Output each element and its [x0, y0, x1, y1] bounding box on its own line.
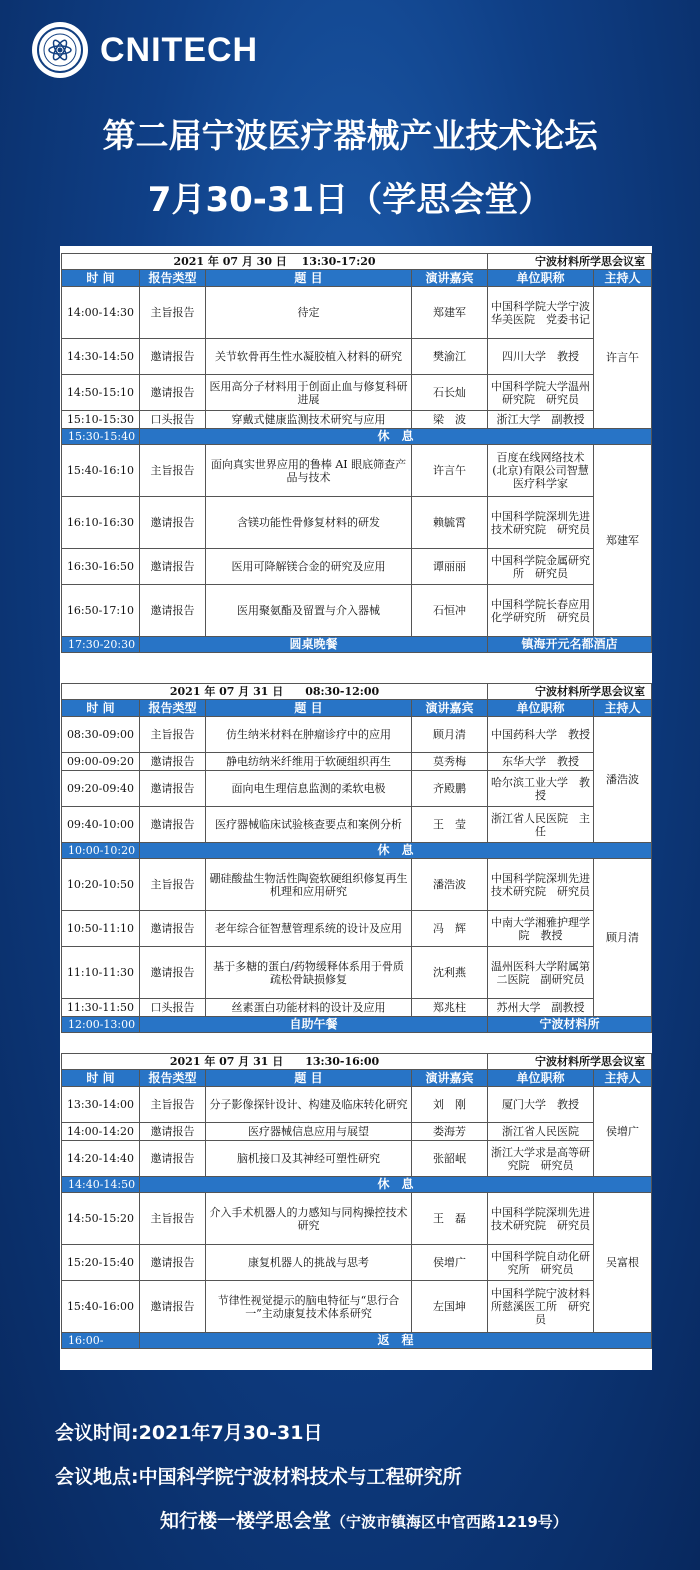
session-host: 郑建军	[594, 445, 652, 637]
session-host: 顾月清	[594, 859, 652, 1017]
talk-time: 09:40-10:00	[62, 807, 140, 843]
talk-speaker: 左国坤	[412, 1281, 488, 1333]
talk-type: 邀请报告	[140, 585, 206, 637]
talk-time: 16:10-16:30	[62, 497, 140, 549]
table-row	[62, 549, 652, 585]
talk-type: 邀请报告	[140, 947, 206, 999]
logo	[32, 22, 258, 78]
talk-time: 14:20-14:40	[62, 1141, 140, 1177]
speaker-affiliation: 浙江大学 副教授	[488, 411, 594, 429]
talk-speaker: 张韶岷	[412, 1141, 488, 1177]
column-header: 单位职称	[488, 700, 594, 717]
column-header-row	[62, 1070, 652, 1087]
column-header-row	[62, 270, 652, 287]
session-room: 宁波材料所学思会议室	[488, 254, 652, 270]
meeting-place: 会议地点:中国科学院宁波材料技术与工程研究所	[55, 1466, 462, 1488]
closing-time: 16:00-	[62, 1333, 140, 1349]
talk-title: 医用聚氨酯及留置与介入器械	[206, 585, 412, 637]
talk-time: 14:30-14:50	[62, 339, 140, 375]
speaker-affiliation: 中国科学院深圳先进技术研究院 研究员	[488, 1193, 594, 1245]
talk-speaker: 齐殿鹏	[412, 771, 488, 807]
session-host: 许言午	[594, 287, 652, 429]
talk-title: 穿戴式健康监测技术研究与应用	[206, 411, 412, 429]
talk-time: 08:30-09:00	[62, 717, 140, 753]
schedule-table	[61, 253, 652, 653]
session-block	[61, 1053, 651, 1349]
break-row	[62, 429, 652, 445]
closing-row	[62, 637, 652, 653]
talk-title: 仿生纳米材料在肿瘤诊疗中的应用	[206, 717, 412, 753]
talk-speaker: 侯增广	[412, 1245, 488, 1281]
talk-title: 静电纺纳米纤维用于软硬组织再生	[206, 753, 412, 771]
talk-time: 13:30-14:00	[62, 1087, 140, 1123]
talk-type: 邀请报告	[140, 1141, 206, 1177]
table-row	[62, 1123, 652, 1141]
talk-time: 14:00-14:30	[62, 287, 140, 339]
schedule-sheet	[60, 246, 652, 1370]
talk-speaker: 刘 刚	[412, 1087, 488, 1123]
talk-title: 丝素蛋白功能材料的设计及应用	[206, 999, 412, 1017]
column-header: 题 目	[206, 1070, 412, 1087]
column-header: 演讲嘉宾	[412, 270, 488, 287]
talk-title: 医疗器械信息应用与展望	[206, 1123, 412, 1141]
speaker-affiliation: 中南大学湘雅护理学院 教授	[488, 911, 594, 947]
talk-speaker: 王 莹	[412, 807, 488, 843]
speaker-affiliation: 浙江省人民医院 主任	[488, 807, 594, 843]
schedule-table	[61, 683, 652, 1033]
column-header: 主持人	[594, 270, 652, 287]
talk-title: 脑机接口及其神经可塑性研究	[206, 1141, 412, 1177]
speaker-affiliation: 四川大学 教授	[488, 339, 594, 375]
talk-type: 邀请报告	[140, 375, 206, 411]
talk-title: 面向真实世界应用的鲁棒 AI 眼底筛查产品与技术	[206, 445, 412, 497]
page-title: 第二届宁波医疗器械产业技术论坛	[102, 116, 598, 155]
column-header: 题 目	[206, 270, 412, 287]
table-row	[62, 411, 652, 429]
talk-speaker: 谭丽丽	[412, 549, 488, 585]
talk-speaker: 郑兆柱	[412, 999, 488, 1017]
break-row	[62, 1177, 652, 1193]
talk-time: 11:10-11:30	[62, 947, 140, 999]
table-row	[62, 445, 652, 497]
table-row	[62, 585, 652, 637]
talk-time: 15:40-16:10	[62, 445, 140, 497]
table-row	[62, 859, 652, 911]
speaker-affiliation: 中国科学院宁波材料所慈溪医工所 研究员	[488, 1281, 594, 1333]
table-row	[62, 771, 652, 807]
talk-time: 14:50-15:20	[62, 1193, 140, 1245]
session-date-row	[62, 254, 652, 270]
talk-type: 主旨报告	[140, 717, 206, 753]
talk-time: 14:00-14:20	[62, 1123, 140, 1141]
session-room: 宁波材料所学思会议室	[488, 684, 652, 700]
session-host: 吴富根	[594, 1193, 652, 1333]
talk-type: 邀请报告	[140, 1281, 206, 1333]
column-header: 演讲嘉宾	[412, 700, 488, 717]
talk-title: 分子影像探针设计、构建及临床转化研究	[206, 1087, 412, 1123]
session-host: 侯增广	[594, 1087, 652, 1177]
talk-speaker: 冯 辉	[412, 911, 488, 947]
talk-type: 主旨报告	[140, 859, 206, 911]
break-row	[62, 843, 652, 859]
venue-address: （宁波市镇海区中官西路1219号）	[331, 1513, 568, 1531]
closing-place: 宁波材料所	[488, 1017, 652, 1033]
speaker-affiliation: 哈尔滨工业大学 教授	[488, 771, 594, 807]
closing-label: 自助午餐	[140, 1017, 488, 1033]
talk-title: 待定	[206, 287, 412, 339]
speaker-affiliation: 中国科学院大学宁波华美医院 党委书记	[488, 287, 594, 339]
talk-type: 邀请报告	[140, 339, 206, 375]
talk-title: 基于多糖的蛋白/药物缓释体系用于骨质疏松骨缺损修复	[206, 947, 412, 999]
table-row	[62, 339, 652, 375]
speaker-affiliation: 中国科学院长春应用化学研究所 研究员	[488, 585, 594, 637]
talk-time: 15:20-15:40	[62, 1245, 140, 1281]
column-header: 单位职称	[488, 1070, 594, 1087]
venue-name: 知行楼一楼学思会堂	[160, 1510, 332, 1532]
talk-speaker: 郑建军	[412, 287, 488, 339]
closing-place: 镇海开元名都酒店	[488, 637, 652, 653]
talk-type: 主旨报告	[140, 1193, 206, 1245]
talk-time: 15:40-16:00	[62, 1281, 140, 1333]
closing-time: 17:30-20:30	[62, 637, 140, 653]
talk-time: 15:10-15:30	[62, 411, 140, 429]
talk-type: 邀请报告	[140, 753, 206, 771]
table-row	[62, 1193, 652, 1245]
talk-title: 介入手术机器人的力感知与同构操控技术研究	[206, 1193, 412, 1245]
table-row	[62, 287, 652, 339]
closing-row	[62, 1333, 652, 1349]
speaker-affiliation: 浙江省人民医院	[488, 1123, 594, 1141]
session-date: 2021 年 07 月 31 日 08:30-12:00	[62, 684, 488, 700]
break-label: 休 息	[140, 429, 652, 445]
talk-type: 邀请报告	[140, 497, 206, 549]
session-block	[61, 683, 651, 1033]
talk-speaker: 石恒冲	[412, 585, 488, 637]
speaker-affiliation: 东华大学 教授	[488, 753, 594, 771]
schedule-table	[61, 1053, 652, 1349]
talk-speaker: 娄海芳	[412, 1123, 488, 1141]
talk-time: 11:30-11:50	[62, 999, 140, 1017]
talk-type: 主旨报告	[140, 445, 206, 497]
talk-speaker: 石长灿	[412, 375, 488, 411]
session-date: 2021 年 07 月 30 日 13:30-17:20	[62, 254, 488, 270]
talk-type: 口头报告	[140, 999, 206, 1017]
break-label: 休 息	[140, 1177, 652, 1193]
talk-type: 邀请报告	[140, 911, 206, 947]
talk-type: 邀请报告	[140, 807, 206, 843]
talk-title: 关节软骨再生性水凝胶植入材料的研究	[206, 339, 412, 375]
speaker-affiliation: 百度在线网络技术(北京)有限公司智慧医疗科学家	[488, 445, 594, 497]
page-subtitle: 7月30-31日（学思会堂）	[147, 180, 553, 220]
talk-title: 康复机器人的挑战与思考	[206, 1245, 412, 1281]
talk-type: 邀请报告	[140, 1245, 206, 1281]
talk-speaker: 樊渝江	[412, 339, 488, 375]
talk-title: 硼硅酸盐生物活性陶瓷软硬组织修复再生机理和应用研究	[206, 859, 412, 911]
session-block	[61, 253, 651, 653]
talk-title: 医用可降解镁合金的研究及应用	[206, 549, 412, 585]
talk-type: 邀请报告	[140, 771, 206, 807]
speaker-affiliation: 中国科学院深圳先进技术研究院 研究员	[488, 497, 594, 549]
talk-time: 14:50-15:10	[62, 375, 140, 411]
talk-speaker: 莫秀梅	[412, 753, 488, 771]
table-row	[62, 753, 652, 771]
break-time: 14:40-14:50	[62, 1177, 140, 1193]
talk-time: 16:30-16:50	[62, 549, 140, 585]
table-row	[62, 1281, 652, 1333]
talk-time: 09:00-09:20	[62, 753, 140, 771]
speaker-affiliation: 中国科学院大学温州研究院 研究员	[488, 375, 594, 411]
logo-text: CNITECH	[100, 30, 259, 69]
table-row	[62, 375, 652, 411]
column-header: 主持人	[594, 1070, 652, 1087]
table-row	[62, 807, 652, 843]
column-header: 主持人	[594, 700, 652, 717]
column-header: 报告类型	[140, 270, 206, 287]
speaker-affiliation: 中国药科大学 教授	[488, 717, 594, 753]
table-row	[62, 911, 652, 947]
closing-label: 返 程	[140, 1333, 652, 1349]
session-date-row	[62, 684, 652, 700]
talk-type: 邀请报告	[140, 549, 206, 585]
talk-speaker: 赖毓霄	[412, 497, 488, 549]
institute-seal-icon	[32, 22, 88, 78]
session-date: 2021 年 07 月 31 日 13:30-16:00	[62, 1054, 488, 1070]
talk-speaker: 潘浩波	[412, 859, 488, 911]
talk-time: 09:20-09:40	[62, 771, 140, 807]
closing-label: 圆桌晚餐	[140, 637, 488, 653]
talk-title: 老年综合征智慧管理系统的设计及应用	[206, 911, 412, 947]
column-header-row	[62, 700, 652, 717]
talk-type: 主旨报告	[140, 1087, 206, 1123]
talk-title: 节律性视觉提示的脑电特征与“思行合一”主动康复技术体系研究	[206, 1281, 412, 1333]
column-header: 报告类型	[140, 1070, 206, 1087]
talk-title: 含镁功能性骨修复材料的研发	[206, 497, 412, 549]
talk-title: 医疗器械临床试验核查要点和案例分析	[206, 807, 412, 843]
column-header: 时 间	[62, 270, 140, 287]
table-row	[62, 1141, 652, 1177]
speaker-affiliation: 厦门大学 教授	[488, 1087, 594, 1123]
talk-type: 主旨报告	[140, 287, 206, 339]
speaker-affiliation: 浙江大学求是高等研究院 研究员	[488, 1141, 594, 1177]
column-header: 时 间	[62, 700, 140, 717]
talk-time: 16:50-17:10	[62, 585, 140, 637]
talk-title: 医用高分子材料用于创面止血与修复科研进展	[206, 375, 412, 411]
break-time: 15:30-15:40	[62, 429, 140, 445]
talk-title: 面向电生理信息监测的柔软电极	[206, 771, 412, 807]
speaker-affiliation: 中国科学院深圳先进技术研究院 研究员	[488, 859, 594, 911]
session-room: 宁波材料所学思会议室	[488, 1054, 652, 1070]
session-date-row	[62, 1054, 652, 1070]
column-header: 单位职称	[488, 270, 594, 287]
speaker-affiliation: 中国科学院自动化研究所 研究员	[488, 1245, 594, 1281]
speaker-affiliation: 中国科学院金属研究所 研究员	[488, 549, 594, 585]
talk-speaker: 王 磊	[412, 1193, 488, 1245]
session-host: 潘浩波	[594, 717, 652, 843]
speaker-affiliation: 温州医科大学附属第二医院 副研究员	[488, 947, 594, 999]
table-row	[62, 1245, 652, 1281]
talk-speaker: 沈利燕	[412, 947, 488, 999]
talk-type: 邀请报告	[140, 1123, 206, 1141]
column-header: 时 间	[62, 1070, 140, 1087]
talk-speaker: 许言午	[412, 445, 488, 497]
closing-time: 12:00-13:00	[62, 1017, 140, 1033]
talk-time: 10:20-10:50	[62, 859, 140, 911]
column-header: 演讲嘉宾	[412, 1070, 488, 1087]
column-header: 报告类型	[140, 700, 206, 717]
closing-row	[62, 1017, 652, 1033]
talk-speaker: 梁 波	[412, 411, 488, 429]
table-row	[62, 497, 652, 549]
talk-time: 10:50-11:10	[62, 911, 140, 947]
meeting-venue	[160, 1506, 568, 1533]
meeting-time: 会议时间:2021年7月30-31日	[55, 1422, 323, 1444]
speaker-affiliation: 苏州大学 副教授	[488, 999, 594, 1017]
talk-type: 口头报告	[140, 411, 206, 429]
column-header: 题 目	[206, 700, 412, 717]
table-row	[62, 999, 652, 1017]
table-row	[62, 717, 652, 753]
break-time: 10:00-10:20	[62, 843, 140, 859]
table-row	[62, 947, 652, 999]
break-label: 休 息	[140, 843, 652, 859]
talk-speaker: 顾月清	[412, 717, 488, 753]
table-row	[62, 1087, 652, 1123]
